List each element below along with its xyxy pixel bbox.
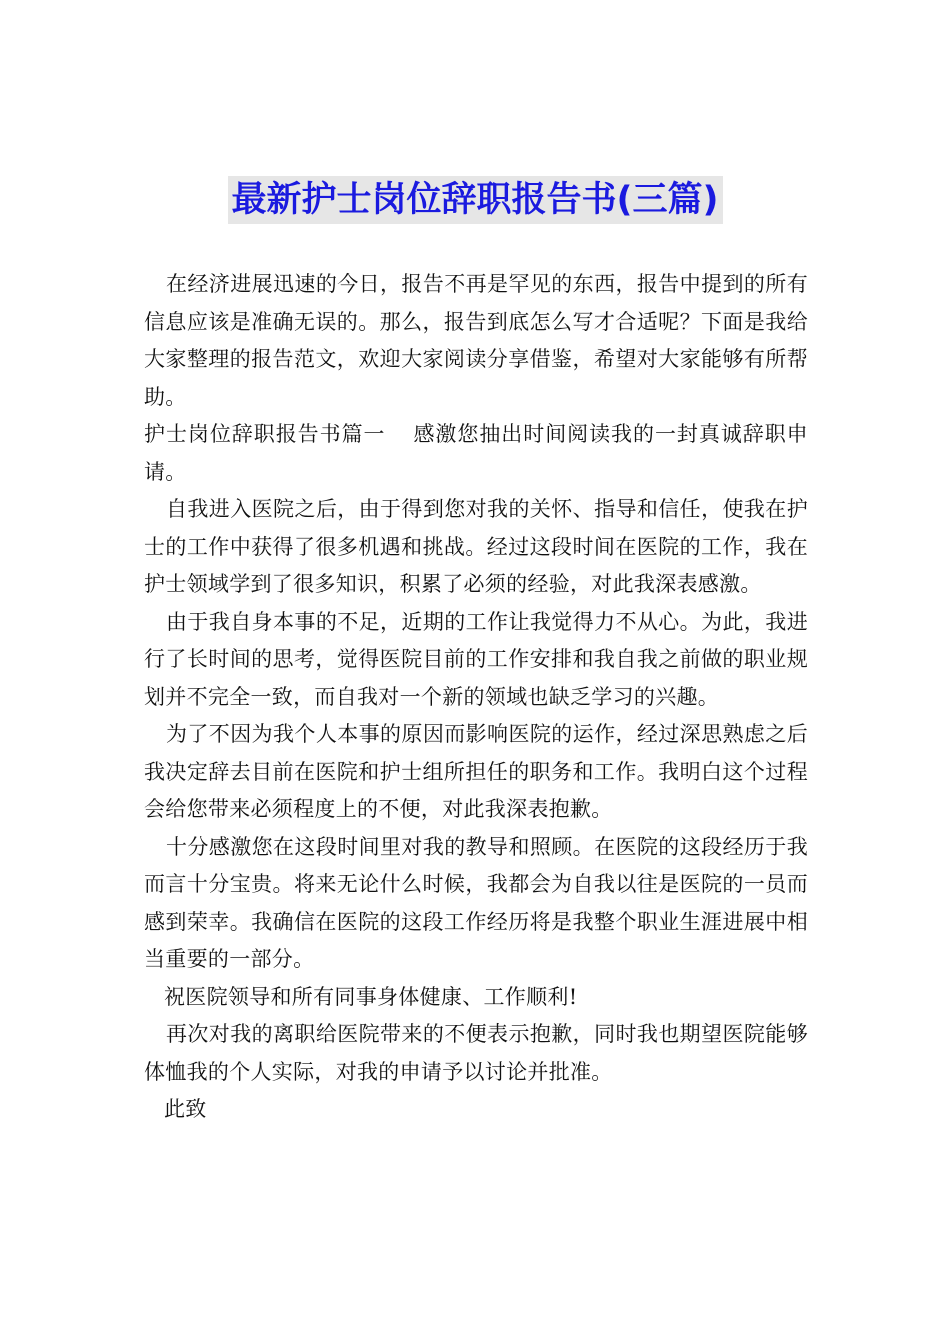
intro-paragraph: 在经济进展迅速的今日，报告不再是罕见的东西，报告中提到的所有信息应该是准确无误的。那么，报告到底怎么写才合适呢？下面是我给大家整理的报告范文，欢迎大家阅读分享借鉴，希望对大家能够有所帮助。 [144, 272, 808, 409]
body-paragraph-2: 由于我自身本事的不足，近期的工作让我觉得力不从心。为此，我进行了长时间的思考，觉得医院目前的工作安排和我自我之前做的职业规划并不完全一致，而自我对一个新的领域也缺乏学习的兴趣。 [144, 609, 808, 709]
body-paragraph-5: 再次对我的离职给医院带来的不便表示抱歉，同时我也期望医院能够体恤我的个人实际，对我的申请予以讨论并批准。 [144, 1022, 808, 1084]
section-heading: 护士岗位辞职报告书篇一 [144, 422, 386, 446]
section-first-sentence: 感激您抽出时间阅读我的一封真诚辞职申请。 [144, 422, 808, 484]
title-container [0, 176, 950, 224]
closing-line: 此致 [164, 1097, 207, 1121]
wishes-line: 祝医院领导和所有同事身体健康、工作顺利! [164, 984, 578, 1009]
body-paragraph-1: 自我进入医院之后，由于得到您对我的关怀、指导和信任，使我在护士的工作中获得了很多机遇和挑战。经过这段时间在医院的工作，我在护士领域学到了很多知识，积累了必须的经验，对此我深表感激。 [144, 497, 808, 596]
section-heading-line [144, 416, 808, 491]
document-body [144, 266, 808, 1129]
body-paragraph-3: 为了不因为我个人本事的原因而影响医院的运作，经过深思熟虑之后我决定辞去目前在医院和护士组所担任的职务和工作。我明白这个过程会给您带来必须程度上的不便，对此我深表抱歉。 [144, 722, 808, 821]
body-paragraph-4: 十分感激您在这段时间里对我的教导和照顾。在医院的这段经历于我而言十分宝贵。将来无论什么时候，我都会为自我以往是医院的一员而感到荣幸。我确信在医院的这段工作经历将是我整个职业生涯进展中相当重要的一部分。 [144, 834, 808, 971]
document-title: 最新护士岗位辞职报告书(三篇) [228, 176, 723, 224]
